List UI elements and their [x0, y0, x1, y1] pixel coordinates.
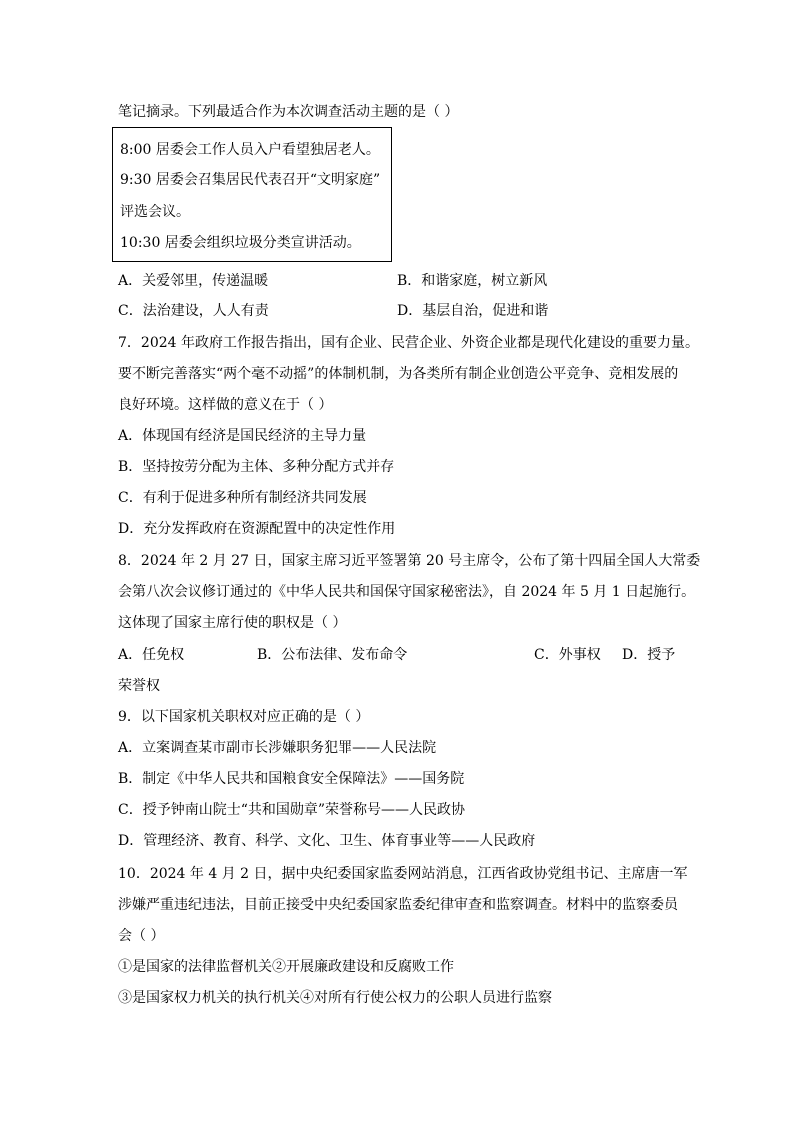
- q8-stem-line-2: 会第八次会议修订通过的《中华人民共和国保守国家秘密法》，自 2024 年 5 月 1 日起施行。: [118, 584, 696, 600]
- q6-notes-box: [112, 127, 392, 262]
- q8-option-d: D．授予: [622, 647, 676, 663]
- q7-stem-line-2: 要不断完善落实“两个毫不动摇”的体制机制，为各类所有制企业创造公平竞争、竞相发展的: [118, 366, 679, 382]
- q9-stem: 9．以下国家机关职权对应正确的是（ ）: [118, 709, 370, 725]
- q6-note-1: 8:00 居委会工作人员入户看望独居老人。: [120, 142, 380, 158]
- q9-option-c: C．授予钟南山院士“共和国勋章”荣誉称号——人民政协: [118, 802, 466, 818]
- q10-stem-line-3: 会（ ）: [118, 928, 165, 944]
- q7-stem-line-1: 7．2024 年政府工作报告指出，国有企业、民营企业、外资企业都是现代化建设的重要力量。: [118, 335, 699, 351]
- q8-option-a: A．任免权: [118, 647, 185, 663]
- q6-option-b: B．和谐家庭，树立新风: [397, 273, 548, 289]
- q9-option-d: D．管理经济、教育、科学、文化、卫生、体育事业等——人民政府: [118, 833, 536, 849]
- q8-stem-line-1: 8．2024 年 2 月 27 日，国家主席习近平签署第 20 号主席令，公布了第十四届全国人大常委: [118, 553, 701, 569]
- q10-statements-2: ③是国家权力机关的执行机关④对所有行使公权力的公职人员进行监察: [118, 990, 552, 1006]
- q6-note-4: 10:30 居委会组织垃圾分类宣讲活动。: [120, 235, 361, 251]
- q6-option-d: D．基层自治，促进和谐: [397, 303, 549, 319]
- q6-option-a: A．关爱邻里，传递温暖: [118, 273, 269, 289]
- q10-stem-line-1: 10．2024 年 4 月 2 日，据中央纪委国家监委网站消息，江西省政协党组书记、主席唐一军: [118, 866, 688, 882]
- q7-option-d: D．充分发挥政府在资源配置中的决定性作用: [118, 521, 396, 537]
- q8-option-c: C．外事权: [534, 647, 601, 663]
- q7-option-a: A．体现国有经济是国民经济的主导力量: [118, 428, 367, 444]
- q6-stem-tail: 笔记摘录。下列最适合作为本次调查活动主题的是（ ）: [118, 104, 459, 120]
- q10-statements-1: ①是国家的法律监督机关②开展廉政建设和反腐败工作: [118, 959, 454, 975]
- q8-stem-line-3: 这体现了国家主席行使的职权是（ ）: [118, 615, 347, 631]
- q6-note-2: 9:30 居委会召集居民代表召开“文明家庭”: [120, 172, 381, 188]
- q9-option-a: A．立案调查某市副市长涉嫌职务犯罪——人民法院: [118, 740, 437, 756]
- q9-option-b: B．制定《中华人民共和国粮食安全保障法》——国务院: [118, 771, 465, 787]
- q8-option-d-cont: 荣誉权: [118, 678, 160, 694]
- q6-option-c: C．法治建设，人人有责: [118, 303, 269, 319]
- q7-stem-line-3: 良好环境。这样做的意义在于（ ）: [118, 397, 333, 413]
- q10-stem-line-2: 涉嫌严重违纪违法，目前正接受中央纪委国家监委纪律审查和监察调查。材料中的监察委员: [118, 897, 678, 913]
- q8-option-b: B．公布法律、发布命令: [257, 647, 408, 663]
- q7-option-b: B．坚持按劳分配为主体、多种分配方式并存: [118, 459, 395, 475]
- q6-note-3: 评选会议。: [120, 204, 190, 220]
- q7-option-c: C．有利于促进多种所有制经济共同发展: [118, 490, 367, 506]
